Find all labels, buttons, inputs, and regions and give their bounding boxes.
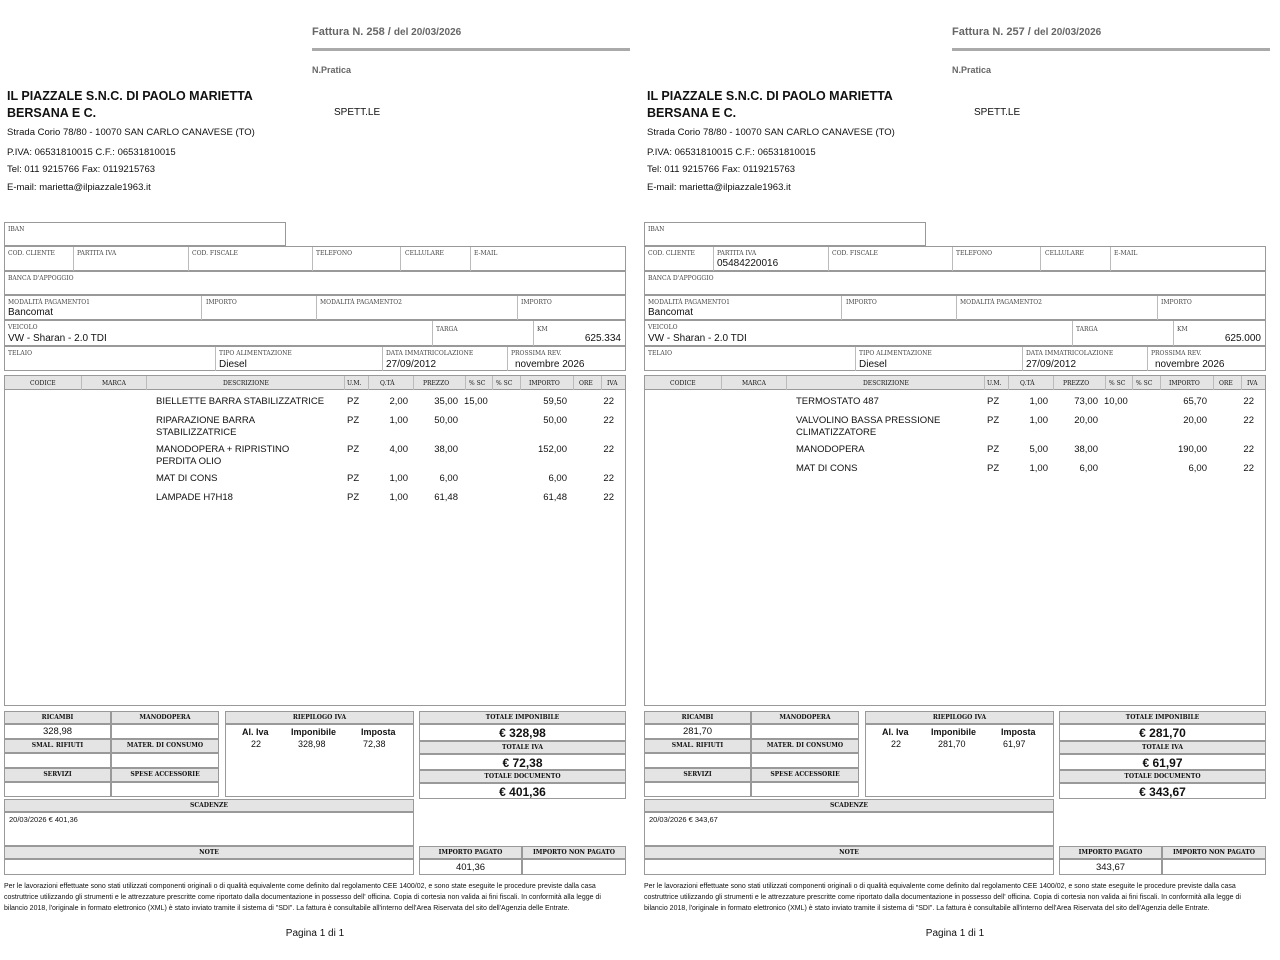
divider	[73, 247, 74, 271]
row-importo: 65,70	[1183, 396, 1207, 407]
row-desc: MAT DI CONS	[156, 473, 218, 484]
km-value: 625.334	[584, 333, 621, 344]
totale-documento-header: TOTALE DOCUMENTO	[1059, 770, 1266, 783]
field-text: 22	[891, 739, 902, 749]
importo-pagato-header: IMPORTO PAGATO	[1059, 846, 1162, 859]
divider	[470, 247, 471, 271]
field-text: MARCA	[742, 380, 766, 387]
row-qta: 1,00	[389, 473, 408, 484]
divider	[984, 376, 985, 390]
row-importo: 50,00	[543, 415, 567, 426]
row-um: PZ	[987, 444, 1000, 455]
row-um: PZ	[987, 396, 1000, 407]
manodopera-header: MANODOPERA	[111, 711, 219, 724]
importo1-label: IMPORTO	[206, 299, 237, 306]
iban-field	[4, 222, 286, 246]
riepilogo-iva-header: RIEPILOGO IVA	[225, 711, 414, 724]
spese-header: SPESE ACCESSORIE	[111, 768, 219, 782]
field-text: IVA	[607, 380, 618, 387]
row-iva: 22	[603, 415, 614, 426]
company-name: IL PIAZZALE S.N.C. DI PAOLO MARIETTA BERSANA E C.	[647, 89, 893, 120]
servizi-header: SERVIZI	[644, 768, 751, 782]
divider	[533, 321, 534, 346]
note-box	[644, 859, 1054, 875]
field-text: 20/03/2026 € 343,67	[649, 815, 718, 824]
totale-documento-cell: € 343,67	[1059, 783, 1266, 799]
page-number: Pagina 1 di 1	[285, 928, 345, 939]
client-row	[644, 246, 1266, 271]
company-phone: Tel: 011 9215766 Fax: 0119215763	[7, 164, 156, 175]
field-text: 401,36	[455, 862, 486, 873]
field-text: 61,97	[1003, 739, 1026, 749]
invoice-number: Fattura N. 257 / del 20/03/2026	[952, 26, 1102, 38]
row-desc: MANODOPERA + RIPRISTINO PERDITA OLIO	[156, 444, 290, 467]
row-iva: 22	[1243, 396, 1254, 407]
partita-iva-value: 05484220016	[717, 258, 779, 269]
field-text: IMPORTO	[1169, 380, 1200, 387]
cellulare-label: CELLULARE	[405, 250, 444, 257]
divider	[413, 376, 414, 390]
divider	[1053, 376, 1054, 390]
row-qta: 5,00	[1029, 444, 1048, 455]
divider	[316, 296, 317, 320]
field-text: 281,70	[682, 726, 713, 737]
divider	[855, 347, 856, 371]
row-prezzo: 35,00	[434, 396, 458, 407]
row-prezzo: 38,00	[1074, 444, 1098, 455]
payment-row	[644, 295, 1266, 320]
banca-row	[4, 271, 626, 295]
company-vat: P.IVA: 06531810015 C.F.: 06531810015	[647, 147, 816, 158]
targa-label: TARGA	[436, 326, 458, 333]
smal-cell	[4, 753, 111, 768]
divider	[1132, 376, 1133, 390]
divider	[344, 376, 345, 390]
divider	[841, 296, 842, 320]
field-text: U.M.	[987, 380, 1002, 387]
row-desc: BIELLETTE BARRA STABILIZZATRICE	[156, 396, 325, 407]
row-um: PZ	[347, 396, 360, 407]
divider	[828, 247, 829, 271]
divider	[952, 247, 953, 271]
row-iva: 22	[1243, 415, 1254, 426]
field-text: IBAN	[648, 226, 665, 233]
riepilogo-iva-box	[225, 724, 414, 797]
telefono-label: TELEFONO	[316, 250, 352, 257]
telaio-label: TELAIO	[8, 350, 32, 357]
row-um: PZ	[347, 415, 360, 426]
header-rule	[312, 48, 630, 51]
scadenze-box	[4, 812, 414, 846]
ricambi-header: RICAMBI	[644, 711, 751, 724]
company-address: Strada Corio 78/80 - 10070 SAN CARLO CANAVESE (TO)	[647, 127, 895, 138]
cod-fiscale-label: COD. FISCALE	[192, 250, 238, 257]
field-text: BANCA D'APPOGGIO	[648, 275, 714, 282]
field-text: PREZZO	[423, 380, 450, 387]
field-text: PREZZO	[1063, 380, 1090, 387]
client-row	[4, 246, 626, 271]
field-text: 328,98	[42, 726, 73, 737]
divider	[956, 296, 957, 320]
note-header: NOTE	[4, 846, 414, 859]
divider	[400, 247, 401, 271]
field-text: 22	[251, 739, 262, 749]
row-um: PZ	[347, 492, 360, 503]
field-text: DESCRIZIONE	[223, 380, 269, 387]
row-importo: 190,00	[1177, 444, 1207, 455]
importo-non-pagato-header: IMPORTO NON PAGATO	[522, 846, 626, 859]
totale-imponibile-cell: € 281,70	[1059, 724, 1266, 741]
row-importo: 61,48	[543, 492, 567, 503]
manodopera-cell	[111, 724, 219, 739]
riepilogo-iva-header: RIEPILOGO IVA	[865, 711, 1054, 724]
row-um: PZ	[347, 473, 360, 484]
divider	[1040, 247, 1041, 271]
row-desc: MANODOPERA	[796, 444, 865, 455]
divider	[1173, 321, 1174, 346]
legal-footer: Per le lavorazioni effettuate sono stati utilizzati componenti originali o di qualità equivalente come definito dal regolamento CEE 1400/02, e sono state eseguite le procedure previste dalla casa costruttrice utilizzando gli strumenti e le attrezzature prescritte come riportato dalla documentazione in possesso dell' officina. Copia di cortesia non valida ai fini fiscali. In conformità alla legge di bilancio 2018, l'originale in formato elettronico (XML) è stato inviato tramite il sistema di "SDI". La fattura è consultabile all'interno dell'Area Riservata del sito dell'Agenzia delle Entrate.	[644, 883, 1241, 912]
field-text: Imponibile	[291, 727, 336, 737]
importo2-label: IMPORTO	[521, 299, 552, 306]
row-iva: 22	[603, 396, 614, 407]
data-imm-label: DATA IMMATRICOLAZIONE	[1026, 350, 1114, 357]
row-iva: 22	[1243, 444, 1254, 455]
row-prezzo: 73,00	[1074, 396, 1098, 407]
row-prezzo: 6,00	[1079, 463, 1098, 474]
vehicle-row	[4, 320, 626, 346]
divider	[382, 347, 383, 371]
payment-row	[4, 295, 626, 320]
field-text: IMPORTO	[529, 380, 560, 387]
cellulare-label: CELLULARE	[1045, 250, 1084, 257]
mod-pag1-value: Bancomat	[648, 307, 694, 318]
invoice-date: del 20/03/2026	[393, 27, 462, 38]
partita-iva-label: PARTITA IVA	[77, 250, 117, 257]
ricambi-cell	[644, 724, 751, 739]
data-imm-value: 27/09/2012	[1026, 359, 1077, 370]
row-desc: TERMOSTATO 487	[796, 396, 879, 407]
veicolo-label: VEICOLO	[8, 324, 38, 331]
field-text: ORE	[579, 380, 593, 387]
alimentazione-label: TIPO ALIMENTAZIONE	[859, 350, 932, 357]
row-desc: MAT DI CONS	[796, 463, 858, 474]
divider	[312, 247, 313, 271]
spese-cell	[111, 782, 219, 797]
field-text: Q.TÀ	[380, 380, 395, 387]
row-importo: 59,50	[543, 396, 567, 407]
divider	[201, 296, 202, 320]
divider	[1147, 347, 1148, 371]
scadenze-header: SCADENZE	[4, 799, 414, 812]
divider	[517, 296, 518, 320]
divider	[432, 321, 433, 346]
divider	[507, 347, 508, 371]
field-text: % SC	[469, 380, 486, 387]
totale-iva-cell: € 61,97	[1059, 754, 1266, 770]
divider	[520, 376, 521, 390]
divider	[81, 376, 82, 390]
divider	[786, 376, 787, 390]
row-qta: 1,00	[1029, 415, 1048, 426]
header-rule	[952, 48, 1270, 51]
items-table-header	[4, 375, 626, 390]
field-text: Imposta	[361, 727, 396, 737]
invoice-258	[4, 0, 634, 960]
divider	[713, 247, 714, 271]
field-text: 72,38	[363, 739, 386, 749]
ricambi-header: RICAMBI	[4, 711, 111, 724]
totale-imponibile-header: TOTALE IMPONIBILE	[1059, 711, 1266, 724]
pratica-label: N.Pratica	[952, 65, 992, 75]
mod-pag1-label: MODALITÀ PAGAMENTO1	[8, 299, 90, 306]
field-text: Imposta	[1001, 727, 1036, 737]
totale-documento-cell: € 401,36	[419, 783, 626, 799]
row-importo: 6,00	[548, 473, 567, 484]
invoice-257	[644, 0, 1274, 960]
spese-cell	[751, 782, 859, 797]
recipient-label: SPETT.LE	[334, 107, 381, 118]
divider	[188, 247, 189, 271]
field-text: BANCA D'APPOGGIO	[8, 275, 74, 282]
row-qta: 2,00	[389, 396, 408, 407]
divider	[721, 376, 722, 390]
divider	[1160, 376, 1161, 390]
field-text: 20/03/2026 € 401,36	[9, 815, 78, 824]
field-text: IBAN	[8, 226, 25, 233]
servizi-cell	[644, 782, 751, 797]
field-text: % SC	[1109, 380, 1126, 387]
field-text: U.M.	[347, 380, 362, 387]
row-desc: RIPARAZIONE BARRA STABILIZZATRICE	[156, 415, 256, 438]
divider	[1072, 321, 1073, 346]
alimentazione-value: Diesel	[219, 359, 247, 370]
row-importo: 6,00	[1188, 463, 1207, 474]
km-label: KM	[1177, 326, 1188, 333]
smal-header: SMAL. RIFIUTI	[4, 739, 111, 753]
row-prezzo: 20,00	[1074, 415, 1098, 426]
field-text: Al. Iva	[882, 727, 909, 737]
smal-cell	[644, 753, 751, 768]
data-imm-value: 27/09/2012	[386, 359, 437, 370]
mater-cell	[751, 753, 859, 768]
prossima-rev-label: PROSSIMA REV.	[511, 350, 562, 357]
iban-field	[644, 222, 926, 246]
veicolo-value: VW - Sharan - 2.0 TDI	[648, 333, 747, 344]
divider	[492, 376, 493, 390]
divider	[1157, 296, 1158, 320]
importo-pagato-cell	[1059, 859, 1162, 875]
row-prezzo: 38,00	[434, 444, 458, 455]
divider	[146, 376, 147, 390]
field-text: CODICE	[30, 380, 56, 387]
field-text: % SC	[496, 380, 513, 387]
page-number: Pagina 1 di 1	[925, 928, 985, 939]
targa-label: TARGA	[1076, 326, 1098, 333]
row-iva: 22	[1243, 463, 1254, 474]
row-prezzo: 50,00	[434, 415, 458, 426]
importo-pagato-header: IMPORTO PAGATO	[419, 846, 522, 859]
field-text: Imponibile	[931, 727, 976, 737]
banca-row	[644, 271, 1266, 295]
row-desc: VALVOLINO BASSA PRESSIONE CLIMATIZZATORE	[796, 415, 941, 438]
email-label: E-MAIL	[474, 250, 498, 257]
row-importo: 20,00	[1183, 415, 1207, 426]
field-text: Q.TÀ	[1020, 380, 1035, 387]
manodopera-header: MANODOPERA	[751, 711, 859, 724]
invoice-number: Fattura N. 258 / del 20/03/2026	[312, 26, 462, 38]
cod-cliente-label: COD. CLIENTE	[648, 250, 695, 257]
chassis-row	[4, 346, 626, 371]
totale-imponibile-cell: € 328,98	[419, 724, 626, 741]
row-qta: 4,00	[389, 444, 408, 455]
field-text: CODICE	[670, 380, 696, 387]
invoice-date: del 20/03/2026	[1033, 27, 1102, 38]
note-box	[4, 859, 414, 875]
divider	[215, 347, 216, 371]
company-email: E-mail: marietta@ilpiazzale1963.it	[647, 182, 791, 193]
field-text: Al. Iva	[242, 727, 269, 737]
field-text: IVA	[1247, 380, 1258, 387]
spese-header: SPESE ACCESSORIE	[751, 768, 859, 782]
divider	[601, 376, 602, 390]
row-um: PZ	[347, 444, 360, 455]
legal-footer: Per le lavorazioni effettuate sono stati utilizzati componenti originali o di qualità equivalente come definito dal regolamento CEE 1400/02, e sono state eseguite le procedure previste dalla casa costruttrice utilizzando gli strumenti e le attrezzature prescritte come riportato dalla documentazione in possesso dell' officina. Copia di cortesia non valida ai fini fiscali. In conformità alla legge di bilancio 2018, l'originale in formato elettronico (XML) è stato inviato tramite il sistema di "SDI". La fattura è consultabile all'interno dell'Area Riservata del sito dell'Agenzia delle Entrate.	[4, 883, 601, 912]
row-um: PZ	[987, 463, 1000, 474]
veicolo-value: VW - Sharan - 2.0 TDI	[8, 333, 107, 344]
field-text: ORE	[1219, 380, 1233, 387]
note-header: NOTE	[644, 846, 1054, 859]
divider	[1241, 376, 1242, 390]
mod-pag2-label: MODALITÀ PAGAMENTO2	[960, 299, 1042, 306]
row-qta: 1,00	[389, 492, 408, 503]
company-email: E-mail: marietta@ilpiazzale1963.it	[7, 182, 151, 193]
totale-iva-header: TOTALE IVA	[419, 741, 626, 754]
scadenze-box	[644, 812, 1054, 846]
email-label: E-MAIL	[1114, 250, 1138, 257]
alimentazione-value: Diesel	[859, 359, 887, 370]
mod-pag1-value: Bancomat	[8, 307, 54, 318]
row-prezzo: 61,48	[434, 492, 458, 503]
row-qta: 1,00	[1029, 463, 1048, 474]
cod-fiscale-label: COD. FISCALE	[832, 250, 878, 257]
row-qta: 1,00	[1029, 396, 1048, 407]
importo-pagato-cell	[419, 859, 522, 875]
row-iva: 22	[603, 473, 614, 484]
veicolo-label: VEICOLO	[648, 324, 678, 331]
recipient-label: SPETT.LE	[974, 107, 1021, 118]
servizi-header: SERVIZI	[4, 768, 111, 782]
field-text: 328,98	[298, 739, 326, 749]
prossima-rev-label: PROSSIMA REV.	[1151, 350, 1202, 357]
row-qta: 1,00	[389, 415, 408, 426]
field-text: 281,70	[938, 739, 966, 749]
totale-iva-header: TOTALE IVA	[1059, 741, 1266, 754]
scadenze-header: SCADENZE	[644, 799, 1054, 812]
field-text: MARCA	[102, 380, 126, 387]
divider	[1022, 347, 1023, 371]
importo2-label: IMPORTO	[1161, 299, 1192, 306]
mater-header: MATER. DI CONSUMO	[111, 739, 219, 753]
manodopera-cell	[751, 724, 859, 739]
importo-non-pagato-header: IMPORTO NON PAGATO	[1162, 846, 1266, 859]
cod-cliente-label: COD. CLIENTE	[8, 250, 55, 257]
company-phone: Tel: 011 9215766 Fax: 0119215763	[647, 164, 796, 175]
field-text: DESCRIZIONE	[863, 380, 909, 387]
mod-pag1-label: MODALITÀ PAGAMENTO1	[648, 299, 730, 306]
km-label: KM	[537, 326, 548, 333]
divider	[465, 376, 466, 390]
items-table-body	[644, 390, 1266, 706]
importo-non-pagato-cell	[1162, 859, 1266, 875]
divider	[1110, 247, 1111, 271]
row-iva: 22	[603, 492, 614, 503]
chassis-row	[644, 346, 1266, 371]
row-importo: 152,00	[537, 444, 567, 455]
smal-header: SMAL. RIFIUTI	[644, 739, 751, 753]
servizi-cell	[4, 782, 111, 797]
totale-imponibile-header: TOTALE IMPONIBILE	[419, 711, 626, 724]
prossima-rev-value: novembre 2026	[1155, 359, 1225, 370]
row-iva: 22	[603, 444, 614, 455]
company-name: IL PIAZZALE S.N.C. DI PAOLO MARIETTA BERSANA E C.	[7, 89, 253, 120]
mater-cell	[111, 753, 219, 768]
telaio-label: TELAIO	[648, 350, 672, 357]
km-value: 625.000	[1224, 333, 1261, 344]
company-vat: P.IVA: 06531810015 C.F.: 06531810015	[7, 147, 176, 158]
mod-pag2-label: MODALITÀ PAGAMENTO2	[320, 299, 402, 306]
divider	[1105, 376, 1106, 390]
totale-documento-header: TOTALE DOCUMENTO	[419, 770, 626, 783]
divider	[1213, 376, 1214, 390]
partita-iva-label: PARTITA IVA	[717, 250, 757, 257]
field-text: % SC	[1136, 380, 1153, 387]
row-sc: 10,00	[1104, 396, 1128, 407]
items-table-body	[4, 390, 626, 706]
data-imm-label: DATA IMMATRICOLAZIONE	[386, 350, 474, 357]
row-desc: LAMPADE H7H18	[156, 492, 233, 503]
row-um: PZ	[987, 415, 1000, 426]
telefono-label: TELEFONO	[956, 250, 992, 257]
row-prezzo: 6,00	[439, 473, 458, 484]
vehicle-row	[644, 320, 1266, 346]
divider	[573, 376, 574, 390]
prossima-rev-value: novembre 2026	[515, 359, 585, 370]
alimentazione-label: TIPO ALIMENTAZIONE	[219, 350, 292, 357]
field-text: 343,67	[1095, 862, 1126, 873]
divider	[1008, 376, 1009, 390]
pratica-label: N.Pratica	[312, 65, 352, 75]
company-address: Strada Corio 78/80 - 10070 SAN CARLO CANAVESE (TO)	[7, 127, 255, 138]
mater-header: MATER. DI CONSUMO	[751, 739, 859, 753]
ricambi-cell	[4, 724, 111, 739]
riepilogo-iva-box	[865, 724, 1054, 797]
divider	[368, 376, 369, 390]
row-sc: 15,00	[464, 396, 488, 407]
importo-non-pagato-cell	[522, 859, 626, 875]
items-table-header	[644, 375, 1266, 390]
totale-iva-cell: € 72,38	[419, 754, 626, 770]
importo1-label: IMPORTO	[846, 299, 877, 306]
